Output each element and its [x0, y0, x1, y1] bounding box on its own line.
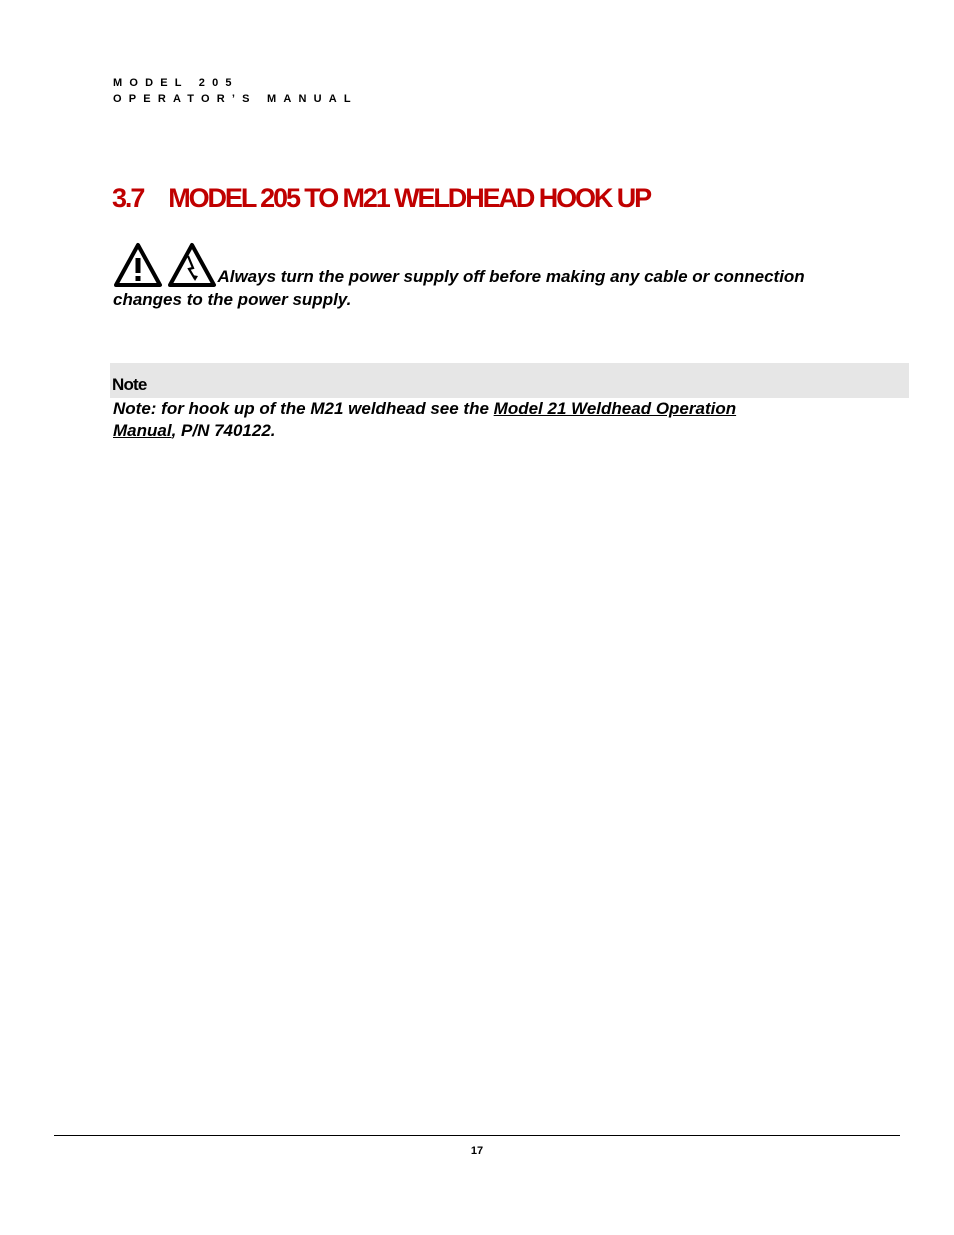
- warning-icons: [113, 242, 217, 289]
- header-model: MODEL 205: [113, 77, 239, 89]
- section-number: 3.7: [112, 183, 144, 213]
- page-number: 17: [470, 1145, 484, 1157]
- note-body-prefix: Note: for hook up of the M21 weldhead see the: [113, 399, 494, 418]
- section-heading: [112, 180, 650, 216]
- warning-text-line2: changes to the power supply.: [113, 290, 352, 309]
- electrical-hazard-icon: [167, 242, 217, 288]
- warning-block: [113, 242, 873, 311]
- note-body-suffix: , P/N 740122.: [171, 421, 276, 440]
- warning-text-line1: Always turn the power supply off before making any cable or connection: [217, 267, 805, 286]
- note-body: [113, 398, 833, 442]
- running-header: [113, 75, 358, 107]
- note-reference-link: Model 21 Weldhead Operation: [493, 399, 737, 418]
- footer-rule: [54, 1135, 900, 1136]
- header-manual-title: OPERATOR’S MANUAL: [113, 93, 358, 105]
- note-bar: [110, 363, 909, 398]
- note-title: Note: [112, 375, 147, 394]
- section-title: MODEL 205 TO M21 WELDHEAD HOOK UP: [168, 183, 651, 213]
- warning-exclamation-icon: [113, 242, 163, 288]
- note-reference-link-cont: Manual: [113, 421, 172, 440]
